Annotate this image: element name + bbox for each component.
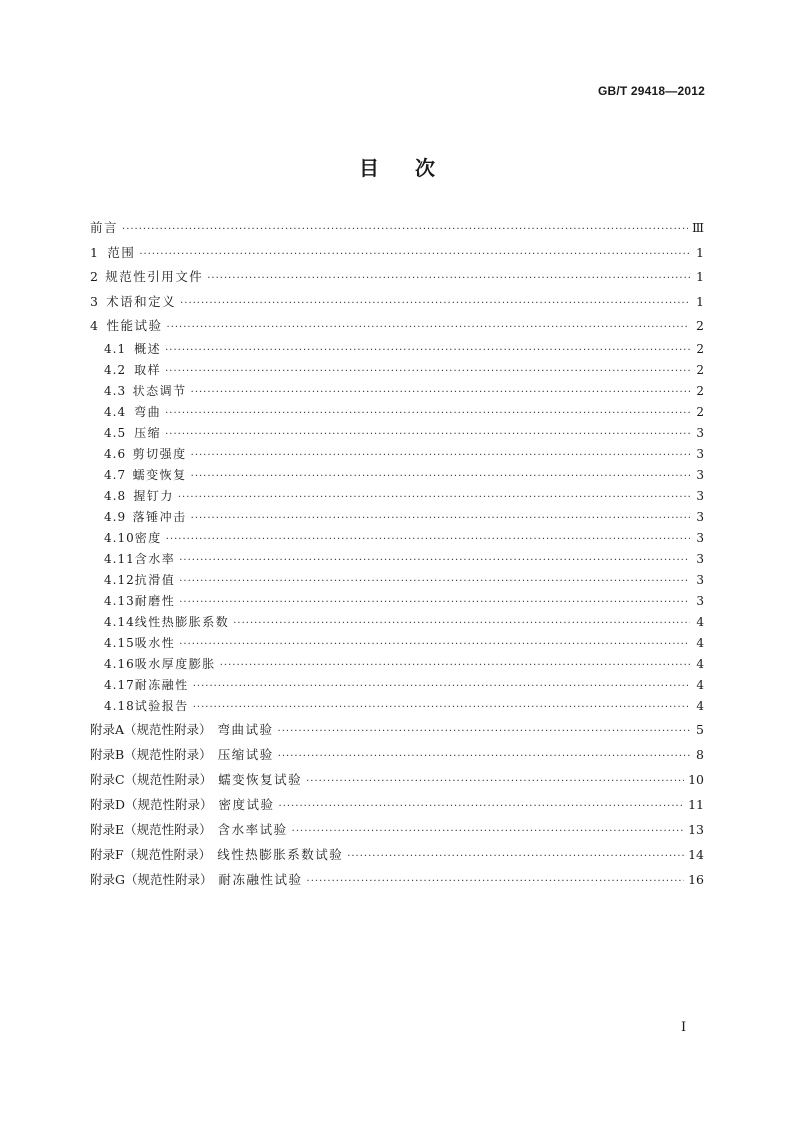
toc-entry-normative-references[interactable] [90,265,704,290]
toc-entry-number: 2 [90,269,98,284]
leader-dots [165,424,690,445]
appendix-page: 11 [688,796,704,812]
appendix-title: 弯曲试验 [217,721,274,737]
leader-dots [122,218,688,243]
appendix-designation: 附录C（规范性附录） [90,771,213,787]
page-number: I [681,1020,687,1035]
toc-subentry-number: 4.17 [104,677,135,692]
toc-subentry-page: 3 [696,572,704,587]
toc-subentry-number: 4.12 [104,572,135,587]
appendix-page: 5 [696,721,704,737]
toc-subentry-page: 3 [696,593,704,608]
toc-subentry-label: 线性热膨胀系数 [134,614,230,629]
toc-subentry[interactable] [90,675,704,696]
leader-dots [193,676,690,697]
toc-subentry[interactable] [90,486,704,507]
toc-subentry-label: 耐磨性 [134,593,176,608]
appendix-designation: 附录F（规范性附录） [90,846,212,862]
leader-dots [167,316,690,341]
leader-dots [165,403,690,424]
leader-dots [278,744,690,769]
toc-subentry-number: 4.8 [104,488,127,503]
toc-subentry-number: 4.5 [104,425,127,440]
toc-entry-label: 范围 [107,244,136,260]
leader-dots [191,508,690,529]
toc-subentry-page: 3 [696,551,704,566]
toc-subentry-label: 弯曲 [134,404,162,419]
toc-subentry-number: 4.4 [104,404,127,419]
toc-subentry[interactable] [90,381,704,402]
leader-dots [191,445,690,466]
table-of-contents [90,216,704,892]
toc-subentry-number: 4.11 [104,551,135,566]
leader-dots [292,819,684,844]
appendix-designation: 附录E（规范性附录） [90,821,212,837]
toc-subentry[interactable] [90,654,704,675]
toc-appendix-b[interactable] [90,742,704,767]
toc-subentry-page: 2 [696,341,704,356]
toc-subentry-label: 吸水性 [134,635,176,650]
toc-subentry[interactable] [90,465,704,486]
toc-subentry-page: 2 [696,383,704,398]
toc-entry-number: 4 [90,318,98,333]
leader-dots [191,382,690,403]
toc-subentry-page: 3 [696,425,704,440]
toc-entry-page: Ⅲ [691,220,704,235]
leader-dots [220,655,690,676]
toc-subentry-label: 试验报告 [134,698,189,713]
appendix-page: 8 [696,746,704,762]
toc-subentry-number: 4.10 [104,530,135,545]
toc-subentry-page: 4 [696,677,704,692]
leader-dots [306,769,684,794]
toc-subentry[interactable] [90,444,704,465]
toc-appendix-c[interactable] [90,767,704,792]
appendix-title: 压缩试验 [217,746,274,762]
toc-appendix-d[interactable] [90,792,704,817]
toc-subentry-number: 4.15 [104,635,135,650]
toc-subentry-number: 4.6 [104,446,127,461]
toc-subentry-page: 2 [696,362,704,377]
toc-subentry[interactable] [90,633,704,654]
toc-subentry-label: 状态调节 [132,383,187,398]
toc-entry-number: 1 [90,244,98,260]
toc-subentry-label: 压缩 [134,425,162,440]
toc-subentry-number: 4.16 [104,656,135,671]
toc-subentry-number: 4.9 [104,509,127,524]
toc-subentry[interactable] [90,591,704,612]
toc-subentry-number: 4.3 [104,383,127,398]
toc-entry-foreword[interactable] [90,216,704,241]
toc-subentry-label: 取样 [134,362,162,377]
standard-code: GB/T 29418—2012 [597,84,705,98]
appendix-designation: 附录D（规范性附录） [90,796,213,812]
toc-subentry[interactable] [90,507,704,528]
toc-appendix-e[interactable] [90,817,704,842]
toc-subentry-number: 4.18 [104,698,135,713]
toc-subentry[interactable] [90,339,704,360]
leader-dots [179,571,690,592]
toc-appendix-a[interactable] [90,717,704,742]
toc-subentry[interactable] [90,528,704,549]
toc-subentry-label: 剪切强度 [132,446,187,461]
toc-appendix-g[interactable] [90,867,704,892]
toc-subentry-label: 吸水厚度膨胀 [134,656,216,671]
toc-entry-number: 3 [90,293,98,309]
toc-subentry-label: 握钉力 [133,488,174,503]
leader-dots [165,361,690,382]
toc-entry-terms[interactable] [90,290,704,315]
appendix-designation: 附录G（规范性附录） [90,871,213,887]
leader-dots [278,719,690,744]
toc-entry-label: 性能试验 [106,318,163,333]
toc-entry-page: 1 [696,244,704,260]
appendix-page: 13 [688,821,704,837]
toc-subentry-page: 4 [696,614,704,629]
appendix-designation: 附录B（规范性附录） [90,746,212,762]
leader-dots [139,243,690,268]
toc-subentry[interactable] [90,696,704,717]
toc-subentry[interactable] [90,549,704,570]
toc-subentry-page: 3 [696,488,704,503]
leader-dots [179,550,690,571]
toc-subentry[interactable] [90,570,704,591]
toc-entry-scope[interactable] [90,241,704,266]
leader-dots [347,844,684,869]
toc-subentry[interactable] [90,612,704,633]
toc-subentry-number: 4.1 [104,341,127,356]
toc-entry-label: 术语和定义 [106,293,177,309]
leader-dots [180,292,690,317]
leader-dots [165,340,690,361]
toc-subentry-number: 4.7 [104,467,127,482]
toc-subentry-page: 4 [696,698,704,713]
toc-subentry-number: 4.2 [104,362,127,377]
toc-subentry-label: 蠕变恢复 [132,467,187,482]
appendix-designation: 附录A（规范性附录） [90,721,212,737]
toc-subentry-label: 抗滑值 [134,572,176,587]
leader-dots [193,697,690,718]
toc-entry-performance-tests[interactable] [90,314,704,339]
leader-dots [179,592,690,613]
leader-dots [307,869,685,894]
leader-dots [179,634,690,655]
toc-subentry-label: 含水率 [134,551,176,566]
toc-subentry-label: 耐冻融性 [134,677,189,692]
appendix-page: 10 [688,771,704,787]
toc-subentry-label: 落锤冲击 [132,509,187,524]
toc-appendix-f[interactable] [90,842,704,867]
appendix-page: 16 [688,871,704,887]
toc-subentry-label: 密度 [134,530,162,545]
toc-subentry-page: 4 [696,656,704,671]
toc-entry-page: 1 [696,269,704,284]
toc-subentry[interactable] [90,360,704,381]
appendix-title: 密度试验 [218,796,275,812]
leader-dots [207,267,690,292]
toc-entry-label: 前言 [90,220,119,235]
page-title: 目次 [359,156,471,180]
toc-subentry-page: 2 [696,404,704,419]
toc-subentry-label: 概述 [134,341,162,356]
toc-subentry-page: 3 [696,509,704,524]
toc-entry-label: 规范性引用文件 [105,269,204,284]
toc-subentry[interactable] [90,402,704,423]
appendix-title: 耐冻融性试验 [218,871,303,887]
appendix-title: 蠕变恢复试验 [218,771,303,787]
leader-dots [279,794,685,819]
toc-subentry-page: 3 [696,530,704,545]
toc-subentry-page: 3 [696,446,704,461]
toc-entry-page: 1 [696,293,704,309]
toc-subentry-page: 3 [696,467,704,482]
leader-dots [166,529,690,550]
appendix-title: 线性热膨胀系数试验 [217,846,344,862]
toc-entry-page: 2 [696,318,704,333]
appendix-page: 14 [688,846,704,862]
leader-dots [233,613,690,634]
appendix-title: 含水率试验 [217,821,288,837]
toc-subentry-number: 4.14 [104,614,135,629]
leader-dots [191,466,690,487]
toc-subentry-number: 4.13 [104,593,135,608]
leader-dots [178,487,690,508]
toc-subentry-page: 4 [696,635,704,650]
toc-subentry[interactable] [90,423,704,444]
